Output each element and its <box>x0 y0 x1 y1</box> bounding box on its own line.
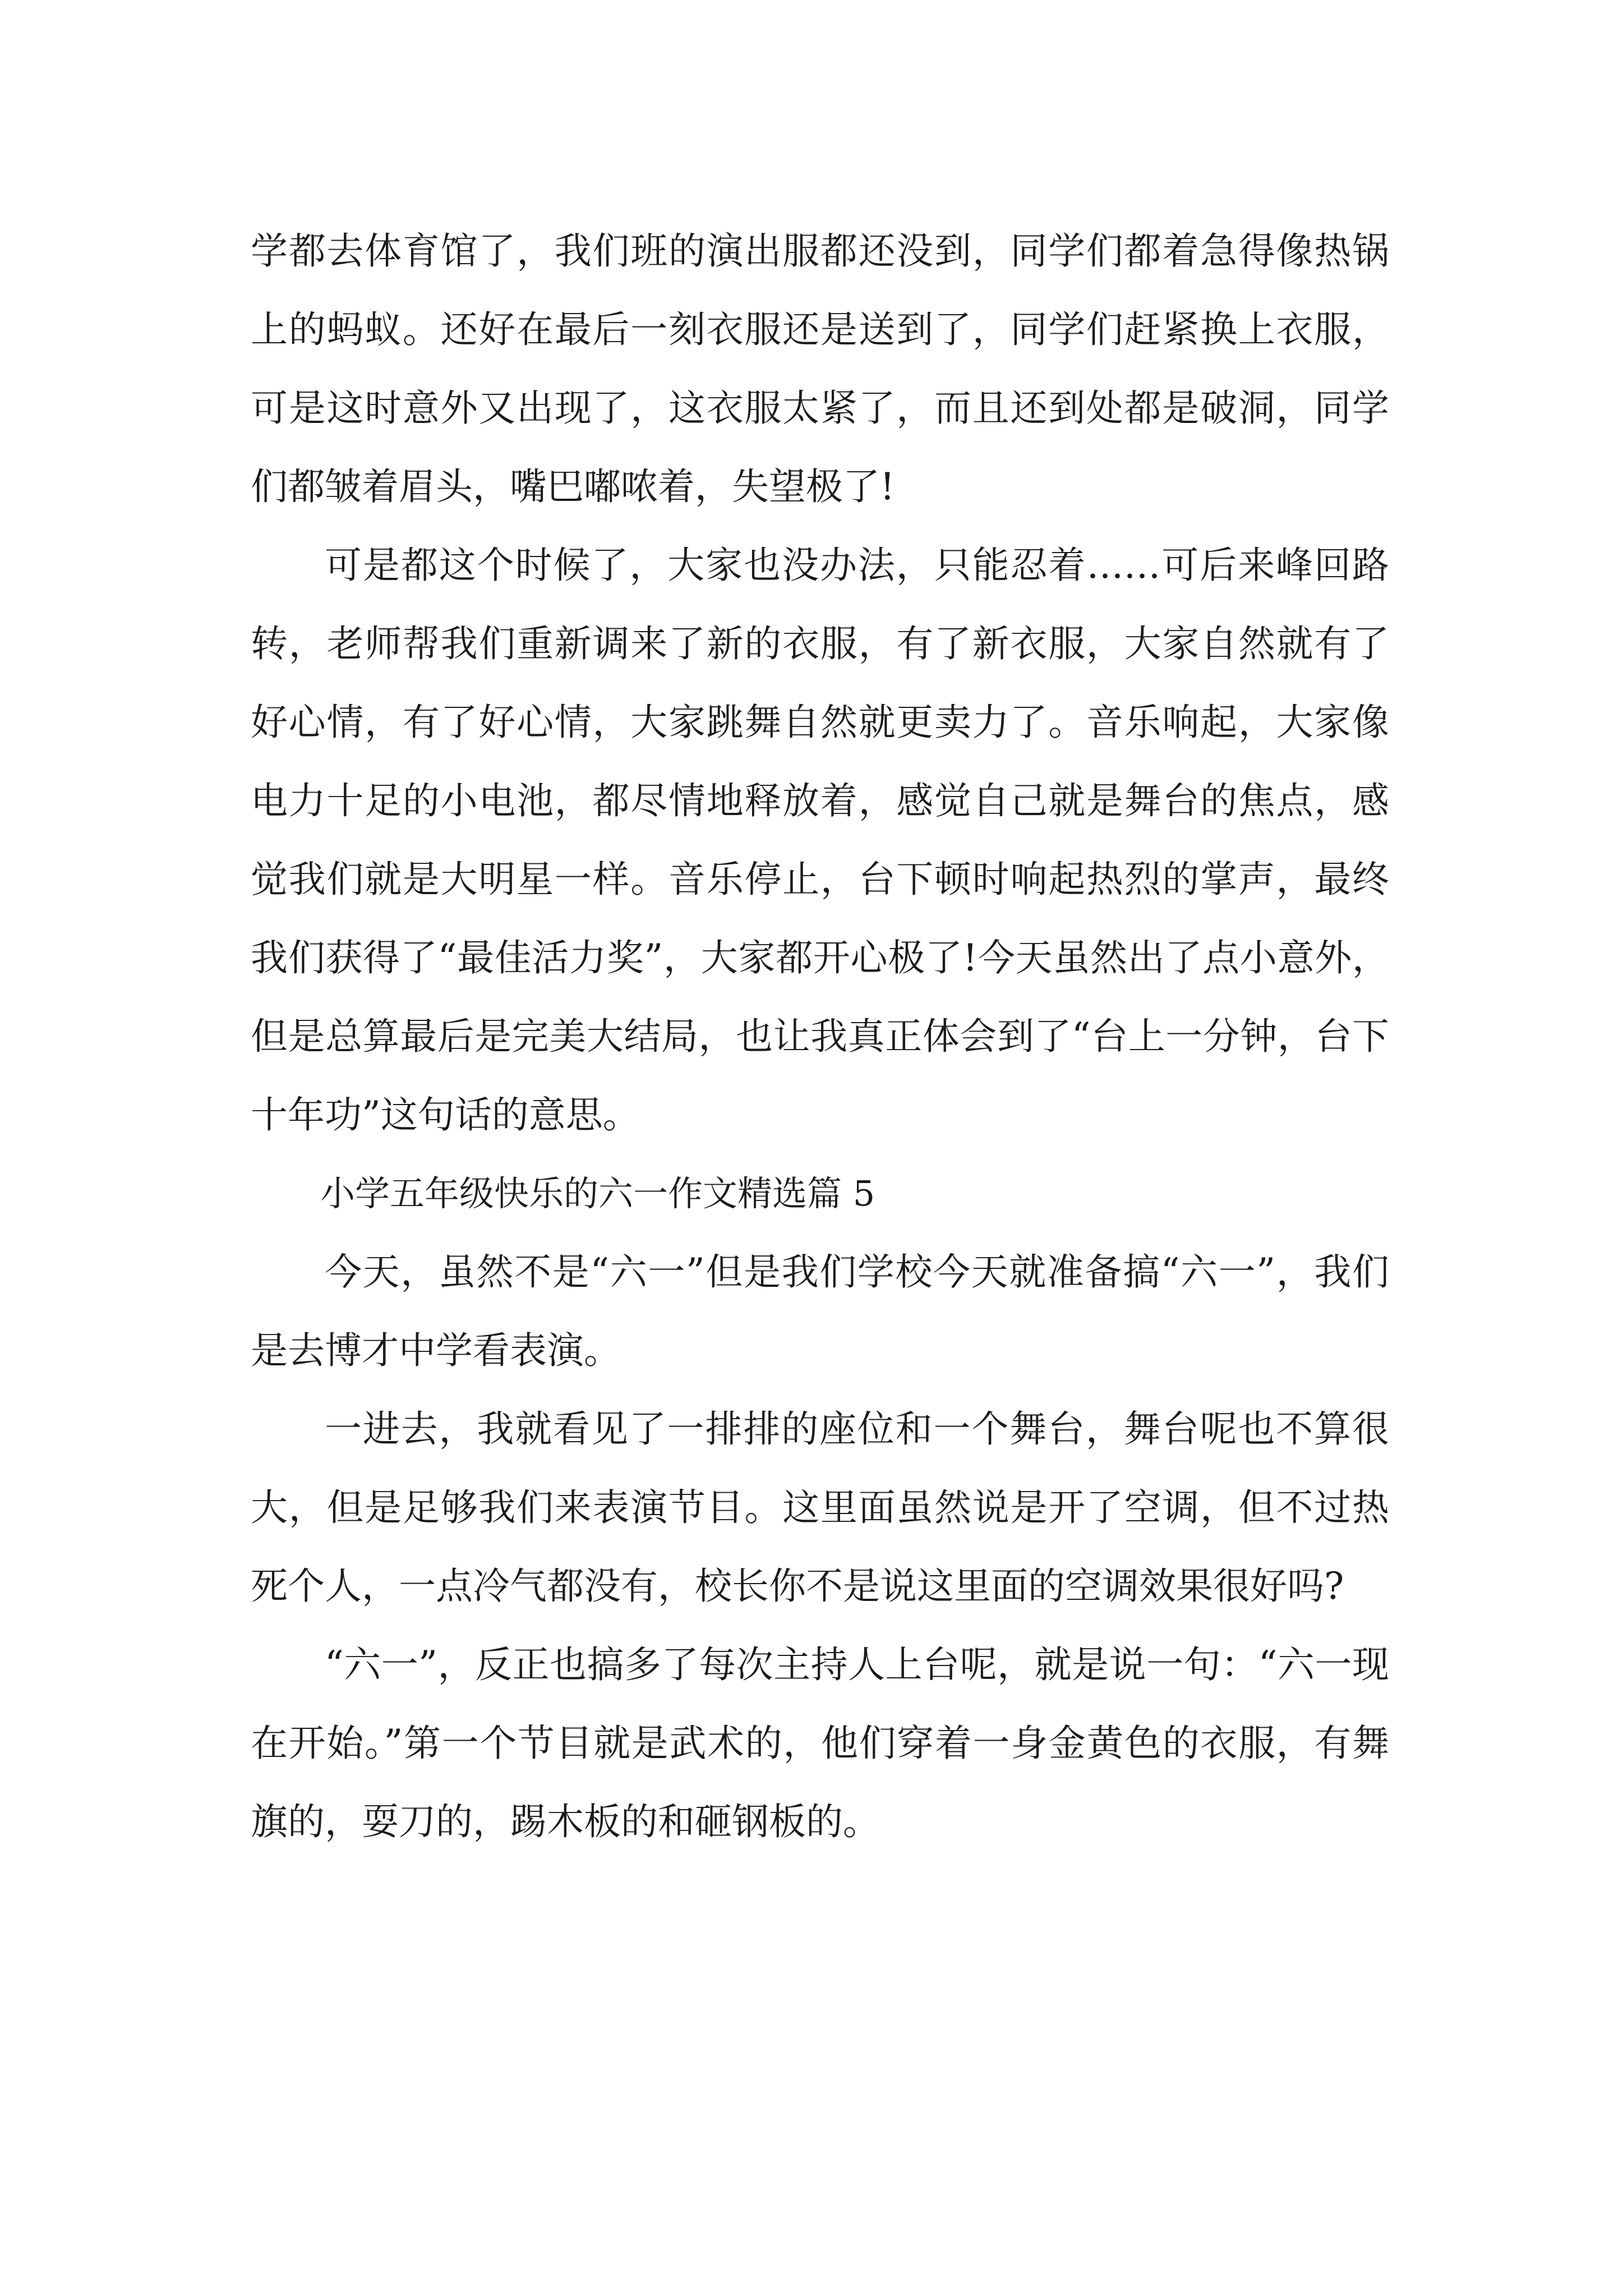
section-heading: 小学五年级快乐的六一作文精选篇 5 <box>320 1173 875 1214</box>
paragraph: 今天，虽然不是“六一”但是我们学校今天就准备搞“六一”，我们是去博才中学看表演。 <box>251 1250 1389 1372</box>
paragraph: 一进去，我就看见了一排排的座位和一个舞台，舞台呢也不算很大，但是足够我们来表演节目。这里面虽然说是开了空调，但不过热死个人，一点冷气都没有，校长你不是说这里面的空调效果很好吗? <box>251 1407 1389 1608</box>
document-body <box>251 212 1389 1861</box>
paragraph: 可是都这个时候了，大家也没办法，只能忍着……可后来峰回路转，老师帮我们重新调来了新的衣服，有了新衣服，大家自然就有了好心情，有了好心情，大家跳舞自然就更卖力了。音乐响起，大家像电力十足的小电池，都尽情地释放着，感觉自己就是舞台的焦点，感觉我们就是大明星一样。音乐停止，台下顿时响起热烈的掌声，最终我们获得了“最佳活力奖”，大家都开心极了!今天虽然出了点小意外，但是总算最后是完美大结局，也让我真正体会到了“台上一分钟，台下十年功”这句话的意思。 <box>251 544 1389 1137</box>
paragraph: “六一”，反正也搞多了每次主持人上台呢，就是说一句：“六一现在开始。”第一个节目就是武术的，他们穿着一身金黄色的衣服，有舞旗的，耍刀的，踢木板的和砸钢板的。 <box>251 1643 1389 1843</box>
paragraph-continued: 学都去体育馆了，我们班的演出服都还没到，同学们都着急得像热锅上的蚂蚁。还好在最后一刻衣服还是送到了，同学们赶紧换上衣服，可是这时意外又出现了，这衣服太紧了，而且还到处都是破洞，同学们都皱着眉头，嘴巴嘟哝着，失望极了! <box>251 229 1389 508</box>
